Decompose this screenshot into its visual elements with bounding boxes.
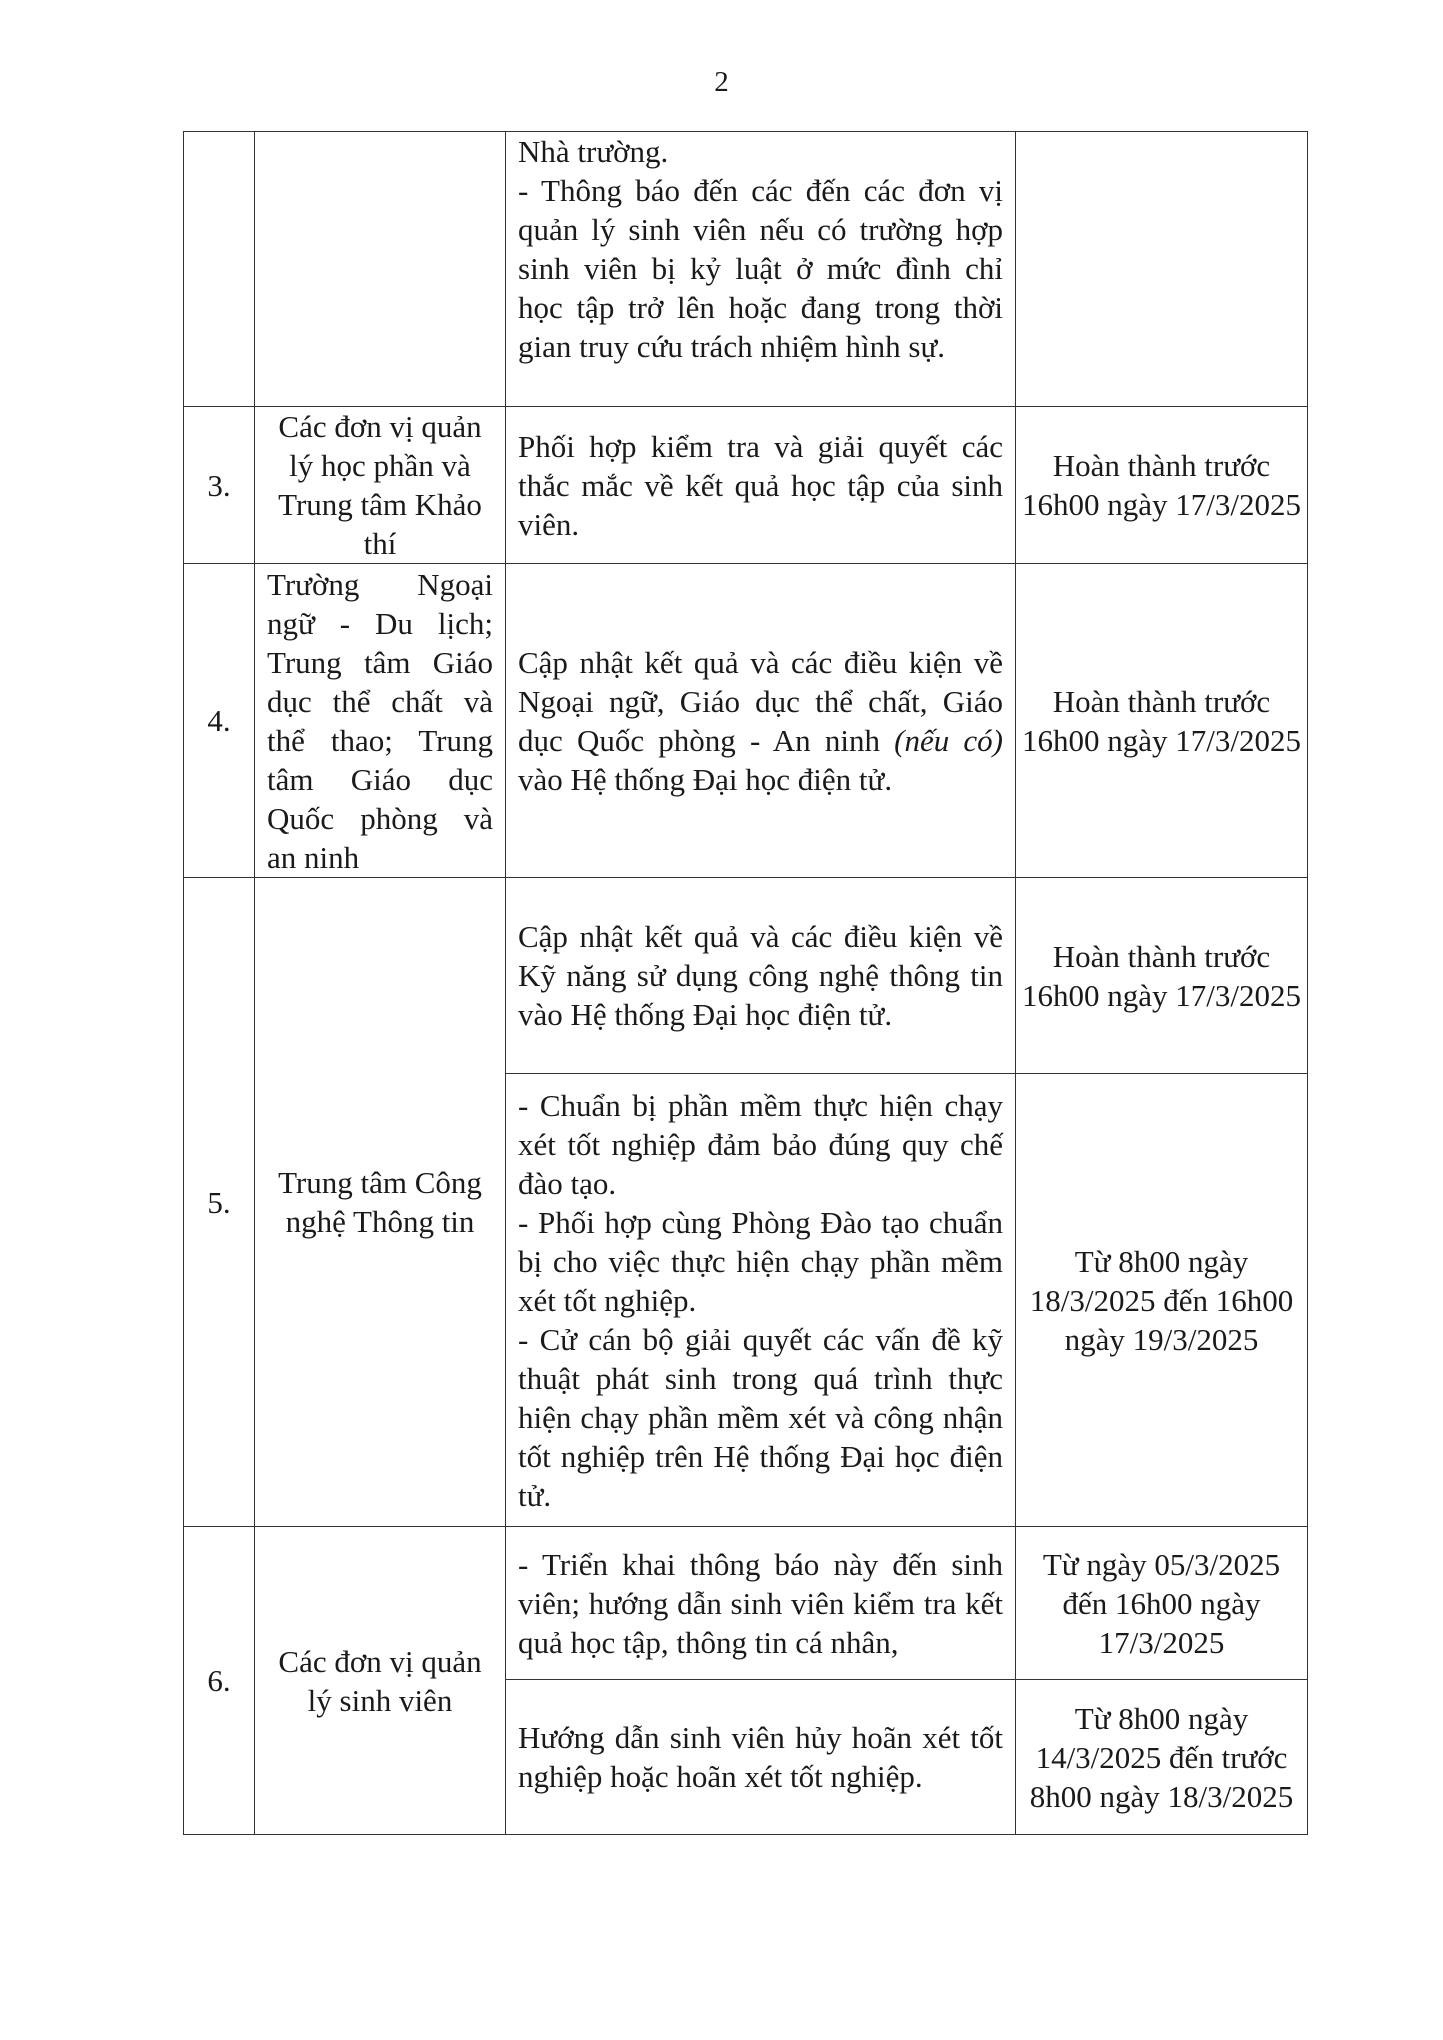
table-row bbox=[184, 1527, 1308, 1680]
deadline: Hoàn thành trước 16h00 ngày 17/3/2025 bbox=[1016, 878, 1308, 1074]
task-line: - Thông báo đến các đến các đơn vị quản lý sinh viên nếu có trường hợp sinh viên bị kỷ luật ở mức đình chỉ học tập trở lên hoặc đang trong thời gian truy cứu trách nhiệm hình sự. bbox=[518, 173, 1003, 364]
row-number: 6. bbox=[184, 1527, 255, 1835]
task-line: Hướng dẫn sinh viên hủy hoãn xét tốt nghiệp hoặc hoãn xét tốt nghiệp. bbox=[518, 1720, 1003, 1794]
table-row bbox=[184, 132, 1308, 407]
task-italic-note: (nếu có) bbox=[894, 722, 1003, 758]
task-cell bbox=[506, 1680, 1016, 1835]
page-number: 2 bbox=[714, 66, 729, 98]
responsible-unit: Các đơn vị quản lý sinh viên bbox=[255, 1527, 506, 1835]
table-row bbox=[184, 564, 1308, 878]
task-line: Cập nhật kết quả và các điều kiện về Kỹ năng sử dụng công nghệ thông tin vào Hệ thống Đại học điện tử. bbox=[518, 919, 1003, 1032]
row-number bbox=[184, 132, 255, 407]
table-row bbox=[184, 878, 1308, 1074]
table-row bbox=[184, 407, 1308, 564]
task-cell: Phối hợp kiểm tra và giải quyết các thắc mắc về kết quả học tập của sinh viên. bbox=[506, 407, 1016, 564]
responsible-unit: Các đơn vị quản lý học phần và Trung tâm Khảo thí bbox=[255, 407, 506, 564]
row-number: 4. bbox=[184, 564, 255, 878]
deadline: Hoàn thành trước 16h00 ngày 17/3/2025 bbox=[1016, 407, 1308, 564]
task-cell bbox=[506, 878, 1016, 1074]
responsible-unit: Trường Ngoại ngữ - Du lịch; Trung tâm Giáo dục thể chất và thể thao; Trung tâm Giáo dục Quốc phòng và an ninh bbox=[255, 564, 506, 878]
task-cell bbox=[506, 564, 1016, 878]
responsible-unit: Trung tâm Công nghệ Thông tin bbox=[255, 878, 506, 1527]
row-number: 3. bbox=[184, 407, 255, 564]
task-cell bbox=[506, 132, 1016, 407]
task-line: Nhà trường. bbox=[518, 134, 669, 169]
task-line: - Cử cán bộ giải quyết các vấn đề kỹ thuật phát sinh trong quá trình thực hiện chạy phần mềm xét và công nhận tốt nghiệp trên Hệ thống Đại học điện tử. bbox=[518, 1321, 1003, 1513]
task-line: - Chuẩn bị phần mềm thực hiện chạy xét tốt nghiệp đảm bảo đúng quy chế đào tạo. bbox=[518, 1087, 1003, 1201]
row-number: 5. bbox=[184, 878, 255, 1527]
task-text: Cập nhật kết quả và các điều kiện về Ngoại ngữ, Giáo dục thể chất, Giáo dục Quốc phòng - An ninh bbox=[518, 644, 1003, 758]
task-table bbox=[183, 131, 1308, 1835]
task-text: vào Hệ thống Đại học điện tử. bbox=[518, 761, 893, 797]
deadline bbox=[1016, 132, 1308, 407]
task-line: - Phối hợp cùng Phòng Đào tạo chuẩn bị cho việc thực hiện chạy phần mềm xét tốt nghiệp. bbox=[518, 1204, 1003, 1318]
deadline: Từ 8h00 ngày 18/3/2025 đến 16h00 ngày 19/3/2025 bbox=[1016, 1074, 1308, 1527]
deadline: Từ ngày 05/3/2025 đến 16h00 ngày 17/3/2025 bbox=[1016, 1527, 1308, 1680]
task-cell bbox=[506, 1074, 1016, 1527]
responsible-unit bbox=[255, 132, 506, 407]
deadline: Từ 8h00 ngày 14/3/2025 đến trước 8h00 ngày 18/3/2025 bbox=[1016, 1680, 1308, 1835]
task-line: - Triển khai thông báo này đến sinh viên; hướng dẫn sinh viên kiểm tra kết quả học tập, thông tin cá nhân, bbox=[518, 1546, 1003, 1660]
deadline: Hoàn thành trước 16h00 ngày 17/3/2025 bbox=[1016, 564, 1308, 878]
task-cell bbox=[506, 1527, 1016, 1680]
